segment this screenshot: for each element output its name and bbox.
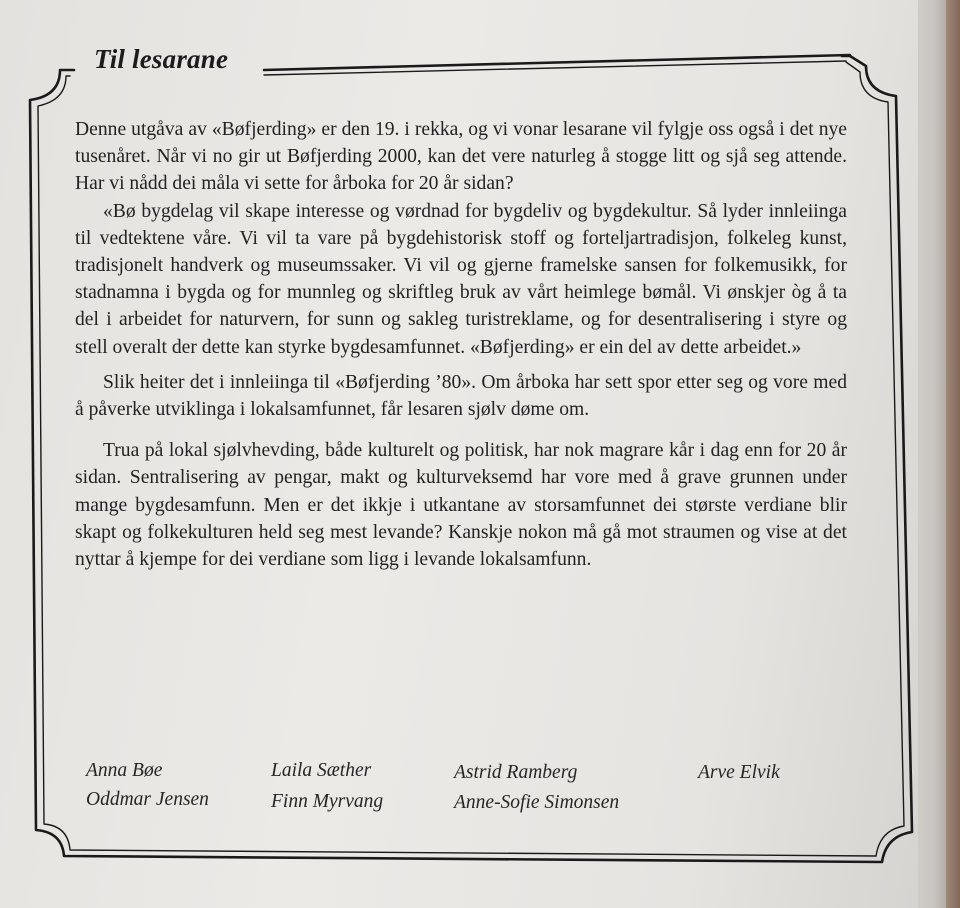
signature-finn-myrvang: Finn Myrvang — [271, 791, 384, 812]
signature-anna-boe: Anna Bøe — [86, 760, 163, 781]
signature-astrid-ramberg: Astrid Ramberg — [454, 762, 578, 783]
paragraph-quote: «Bø bygdelag vil skape interesse og vørdnad for bygdeliv og bygdekultur. Så lyder innleiinga til vedtektene våre. Vi vil ta vare på bygdehistorisk stoff og forteljartradisjon, folkeleg kunst, tradisjonelt handverk og museumssaker. Vi vil og gjerne framelske sansen for folkemusikk, for stadnamna i bygda og for munnleg og skriftleg bruk av vårt heimlege bømål. Vi ønskjer òg å ta del i arbeidet for naturvern, for sunn og sakleg turistreklame, og for desentralisering i styre og stell overalt der dette kan styrke bygdesamfunnet. «Bøfjerding» er ein del av dette arbeidet.» — [75, 200, 847, 358]
page-title: Til lesarane — [94, 44, 229, 74]
signature-anne-sofie-simonsen: Anne-Sofie Simonsen — [454, 792, 620, 813]
paragraph-intro: Denne utgåva av «Bøfjerding» er den 19. i rekka, og vi vonar lesarane vil fylgje oss også i det nye tusenåret. Når vi no gir ut Bøfjerding 2000, kan det vere naturleg å stogge litt og sjå seg attende. Har vi nådd dei måla vi sette for årboka for 20 år sidan? — [75, 119, 847, 195]
signature-arve-elvik: Arve Elvik — [698, 762, 780, 783]
signature-laila-saether: Laila Sæther — [271, 760, 372, 781]
paragraph-conclusion: Trua på lokal sjølvhevding, både kulturelt og politisk, har nok magrare kår i dag enn for 20 år sidan. Sentralisering av pengar, makt og kulturveksemd har vore med å grave grunnen under mange bygdesamfunn. Men er det ikkje i utkantane av storsamfunnet dei største verdiane blir skapt og folkekulturen held seg mest levande? Kanskje nokon må gå mot straumen og vise at det nyttar å kjempe for dei verdiane som ligg i levande lokalsamfunn. — [75, 440, 847, 571]
body-text — [75, 116, 847, 573]
signature-oddmar-jensen: Oddmar Jensen — [86, 789, 209, 810]
paragraph-reflection: Slik heiter det i innleiinga til «Bøfjerding ’80». Om årboka har sett spor etter seg og vore med å påverke utviklinga i lokalsamfunnet, får lesaren sjølv døme om. — [75, 371, 847, 421]
